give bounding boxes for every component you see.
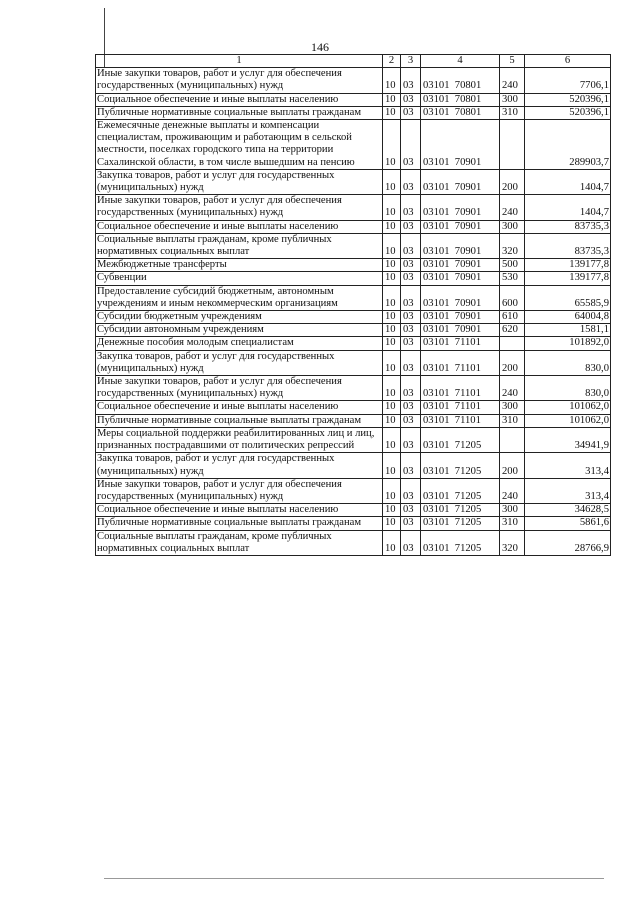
row-subsection-cell: 03 [401, 337, 421, 350]
row-name-cell: Субсидии автономным учреждениям [96, 324, 383, 337]
row-amount-cell: 65585,9 [525, 285, 611, 310]
row-amount-cell: 830,0 [525, 350, 611, 375]
row-section-cell: 10 [383, 453, 401, 478]
row-target-article-cell: 03101 71205 [421, 427, 500, 452]
row-section-cell: 10 [383, 414, 401, 427]
row-subsection-cell: 03 [401, 517, 421, 530]
row-subsection-cell: 03 [401, 259, 421, 272]
table-row [96, 478, 611, 503]
budget-table [95, 54, 611, 556]
row-target-article-cell: 03101 71101 [421, 337, 500, 350]
row-target-article-cell: 03101 70901 [421, 169, 500, 194]
row-name-cell: Иные закупки товаров, работ и услуг для обеспечения государственных (муниципальных) нужд [96, 68, 383, 93]
row-expense-type-cell [500, 427, 525, 452]
row-target-article-cell: 03101 71205 [421, 504, 500, 517]
row-subsection-cell: 03 [401, 93, 421, 106]
row-expense-type-cell: 500 [500, 259, 525, 272]
table-row [96, 169, 611, 194]
row-section-cell: 10 [383, 169, 401, 194]
row-subsection-cell: 03 [401, 233, 421, 258]
row-target-article-cell: 03101 71205 [421, 453, 500, 478]
column-number-4: 4 [421, 55, 500, 68]
row-expense-type-cell: 320 [500, 530, 525, 555]
row-name-cell: Межбюджетные трансферты [96, 259, 383, 272]
table-header-row [96, 55, 611, 68]
row-amount-cell: 83735,3 [525, 233, 611, 258]
row-subsection-cell: 03 [401, 272, 421, 285]
row-subsection-cell: 03 [401, 68, 421, 93]
row-subsection-cell: 03 [401, 169, 421, 194]
row-name-cell: Закупка товаров, работ и услуг для государственных (муниципальных) нужд [96, 350, 383, 375]
row-amount-cell: 313,4 [525, 453, 611, 478]
row-expense-type-cell: 200 [500, 453, 525, 478]
table-row [96, 233, 611, 258]
row-name-cell: Субсидии бюджетным учреждениям [96, 311, 383, 324]
row-section-cell: 10 [383, 220, 401, 233]
row-target-article-cell: 03101 70901 [421, 324, 500, 337]
row-amount-cell: 64004,8 [525, 311, 611, 324]
row-expense-type-cell: 240 [500, 478, 525, 503]
row-amount-cell: 830,0 [525, 376, 611, 401]
table-row [96, 324, 611, 337]
row-expense-type-cell: 310 [500, 517, 525, 530]
row-name-cell: Меры социальной поддержки реабилитированных лиц и лиц, признанных пострадавшими от политических репрессий [96, 427, 383, 452]
row-amount-cell: 139177,8 [525, 259, 611, 272]
table-row [96, 68, 611, 93]
column-number-3: 3 [401, 55, 421, 68]
row-target-article-cell: 03101 70901 [421, 285, 500, 310]
row-name-cell: Иные закупки товаров, работ и услуг для обеспечения государственных (муниципальных) нужд [96, 478, 383, 503]
row-section-cell: 10 [383, 272, 401, 285]
row-name-cell: Субвенции [96, 272, 383, 285]
row-subsection-cell: 03 [401, 504, 421, 517]
table-row [96, 120, 611, 170]
table-row [96, 220, 611, 233]
row-name-cell: Иные закупки товаров, работ и услуг для обеспечения государственных (муниципальных) нужд [96, 376, 383, 401]
row-section-cell: 10 [383, 504, 401, 517]
table-row [96, 517, 611, 530]
row-amount-cell: 101062,0 [525, 401, 611, 414]
column-number-6: 6 [525, 55, 611, 68]
row-section-cell: 10 [383, 93, 401, 106]
row-name-cell: Публичные нормативные социальные выплаты гражданам [96, 414, 383, 427]
row-amount-cell: 101062,0 [525, 414, 611, 427]
row-target-article-cell: 03101 70801 [421, 93, 500, 106]
row-expense-type-cell: 530 [500, 272, 525, 285]
row-target-article-cell: 03101 71205 [421, 478, 500, 503]
row-amount-cell: 101892,0 [525, 337, 611, 350]
row-expense-type-cell: 300 [500, 504, 525, 517]
row-expense-type-cell: 240 [500, 376, 525, 401]
row-subsection-cell: 03 [401, 350, 421, 375]
row-amount-cell: 83735,3 [525, 220, 611, 233]
row-target-article-cell: 03101 70901 [421, 311, 500, 324]
row-expense-type-cell: 310 [500, 106, 525, 119]
table-row [96, 504, 611, 517]
row-subsection-cell: 03 [401, 453, 421, 478]
row-subsection-cell: 03 [401, 311, 421, 324]
row-section-cell: 10 [383, 478, 401, 503]
row-section-cell: 10 [383, 285, 401, 310]
row-name-cell: Закупка товаров, работ и услуг для государственных (муниципальных) нужд [96, 453, 383, 478]
row-name-cell: Социальное обеспечение и иные выплаты населению [96, 401, 383, 414]
table-row [96, 453, 611, 478]
row-name-cell: Предоставление субсидий бюджетным, автономным учреждениям и иным некоммерческим организациям [96, 285, 383, 310]
row-expense-type-cell: 620 [500, 324, 525, 337]
table-row [96, 414, 611, 427]
row-subsection-cell: 03 [401, 324, 421, 337]
row-name-cell: Денежные пособия молодым специалистам [96, 337, 383, 350]
row-expense-type-cell [500, 120, 525, 170]
row-expense-type-cell [500, 337, 525, 350]
table-row [96, 259, 611, 272]
row-target-article-cell: 03101 70801 [421, 68, 500, 93]
column-number-1: 1 [96, 55, 383, 68]
table-row [96, 93, 611, 106]
row-section-cell: 10 [383, 324, 401, 337]
row-target-article-cell: 03101 71205 [421, 530, 500, 555]
row-target-article-cell: 03101 71205 [421, 517, 500, 530]
row-amount-cell: 34628,5 [525, 504, 611, 517]
row-expense-type-cell: 240 [500, 68, 525, 93]
row-subsection-cell: 03 [401, 376, 421, 401]
row-subsection-cell: 03 [401, 427, 421, 452]
row-amount-cell: 5861,6 [525, 517, 611, 530]
row-expense-type-cell: 310 [500, 414, 525, 427]
page-number: 146 [311, 40, 329, 54]
row-name-cell: Социальное обеспечение и иные выплаты населению [96, 220, 383, 233]
row-subsection-cell: 03 [401, 195, 421, 220]
row-section-cell: 10 [383, 259, 401, 272]
row-name-cell: Социальные выплаты гражданам, кроме публичных нормативных социальных выплат [96, 530, 383, 555]
row-amount-cell: 1404,7 [525, 195, 611, 220]
row-name-cell: Публичные нормативные социальные выплаты гражданам [96, 106, 383, 119]
row-name-cell: Социальное обеспечение и иные выплаты населению [96, 93, 383, 106]
row-subsection-cell: 03 [401, 414, 421, 427]
column-number-2: 2 [383, 55, 401, 68]
row-section-cell: 10 [383, 195, 401, 220]
column-number-5: 5 [500, 55, 525, 68]
scan-edge-line [104, 878, 604, 879]
row-expense-type-cell: 200 [500, 350, 525, 375]
row-expense-type-cell: 300 [500, 220, 525, 233]
row-expense-type-cell: 200 [500, 169, 525, 194]
row-subsection-cell: 03 [401, 285, 421, 310]
row-target-article-cell: 03101 71101 [421, 401, 500, 414]
table-row [96, 106, 611, 119]
row-target-article-cell: 03101 71101 [421, 414, 500, 427]
row-section-cell: 10 [383, 106, 401, 119]
table-row [96, 195, 611, 220]
row-expense-type-cell: 320 [500, 233, 525, 258]
row-target-article-cell: 03101 71101 [421, 376, 500, 401]
row-target-article-cell: 03101 70801 [421, 106, 500, 119]
row-amount-cell: 313,4 [525, 478, 611, 503]
row-section-cell: 10 [383, 350, 401, 375]
table-row [96, 427, 611, 452]
row-expense-type-cell: 600 [500, 285, 525, 310]
row-name-cell: Социальные выплаты гражданам, кроме публичных нормативных социальных выплат [96, 233, 383, 258]
row-subsection-cell: 03 [401, 401, 421, 414]
row-section-cell: 10 [383, 337, 401, 350]
row-amount-cell: 1404,7 [525, 169, 611, 194]
table-row [96, 311, 611, 324]
row-amount-cell: 34941,9 [525, 427, 611, 452]
row-name-cell: Публичные нормативные социальные выплаты гражданам [96, 517, 383, 530]
row-target-article-cell: 03101 71101 [421, 350, 500, 375]
row-name-cell: Социальное обеспечение и иные выплаты населению [96, 504, 383, 517]
row-section-cell: 10 [383, 233, 401, 258]
row-amount-cell: 520396,1 [525, 106, 611, 119]
table-row [96, 272, 611, 285]
table-row [96, 350, 611, 375]
row-section-cell: 10 [383, 120, 401, 170]
row-subsection-cell: 03 [401, 220, 421, 233]
row-target-article-cell: 03101 70901 [421, 272, 500, 285]
row-expense-type-cell: 300 [500, 93, 525, 106]
row-target-article-cell: 03101 70901 [421, 259, 500, 272]
row-name-cell: Закупка товаров, работ и услуг для государственных (муниципальных) нужд [96, 169, 383, 194]
table-row [96, 337, 611, 350]
row-amount-cell: 139177,8 [525, 272, 611, 285]
row-subsection-cell: 03 [401, 120, 421, 170]
table-row [96, 401, 611, 414]
row-target-article-cell: 03101 70901 [421, 233, 500, 258]
row-section-cell: 10 [383, 311, 401, 324]
row-section-cell: 10 [383, 376, 401, 401]
row-name-cell: Ежемесячные денежные выплаты и компенсации специалистам, проживающим и работающим в сельской местности, поселках городского типа на территории Сахалинской области, в том числе вышедшим на пенсию [96, 120, 383, 170]
row-section-cell: 10 [383, 68, 401, 93]
row-amount-cell: 1581,1 [525, 324, 611, 337]
row-section-cell: 10 [383, 517, 401, 530]
row-expense-type-cell: 300 [500, 401, 525, 414]
row-subsection-cell: 03 [401, 530, 421, 555]
row-section-cell: 10 [383, 530, 401, 555]
row-target-article-cell: 03101 70901 [421, 220, 500, 233]
row-section-cell: 10 [383, 401, 401, 414]
row-subsection-cell: 03 [401, 478, 421, 503]
table-body [96, 68, 611, 556]
row-amount-cell: 520396,1 [525, 93, 611, 106]
table-row [96, 530, 611, 555]
row-expense-type-cell: 240 [500, 195, 525, 220]
row-amount-cell: 28766,9 [525, 530, 611, 555]
row-section-cell: 10 [383, 427, 401, 452]
table-row [96, 376, 611, 401]
table-row [96, 285, 611, 310]
row-amount-cell: 7706,1 [525, 68, 611, 93]
row-name-cell: Иные закупки товаров, работ и услуг для обеспечения государственных (муниципальных) нужд [96, 195, 383, 220]
row-target-article-cell: 03101 70901 [421, 195, 500, 220]
row-expense-type-cell: 610 [500, 311, 525, 324]
row-subsection-cell: 03 [401, 106, 421, 119]
row-amount-cell: 289903,7 [525, 120, 611, 170]
row-target-article-cell: 03101 70901 [421, 120, 500, 170]
